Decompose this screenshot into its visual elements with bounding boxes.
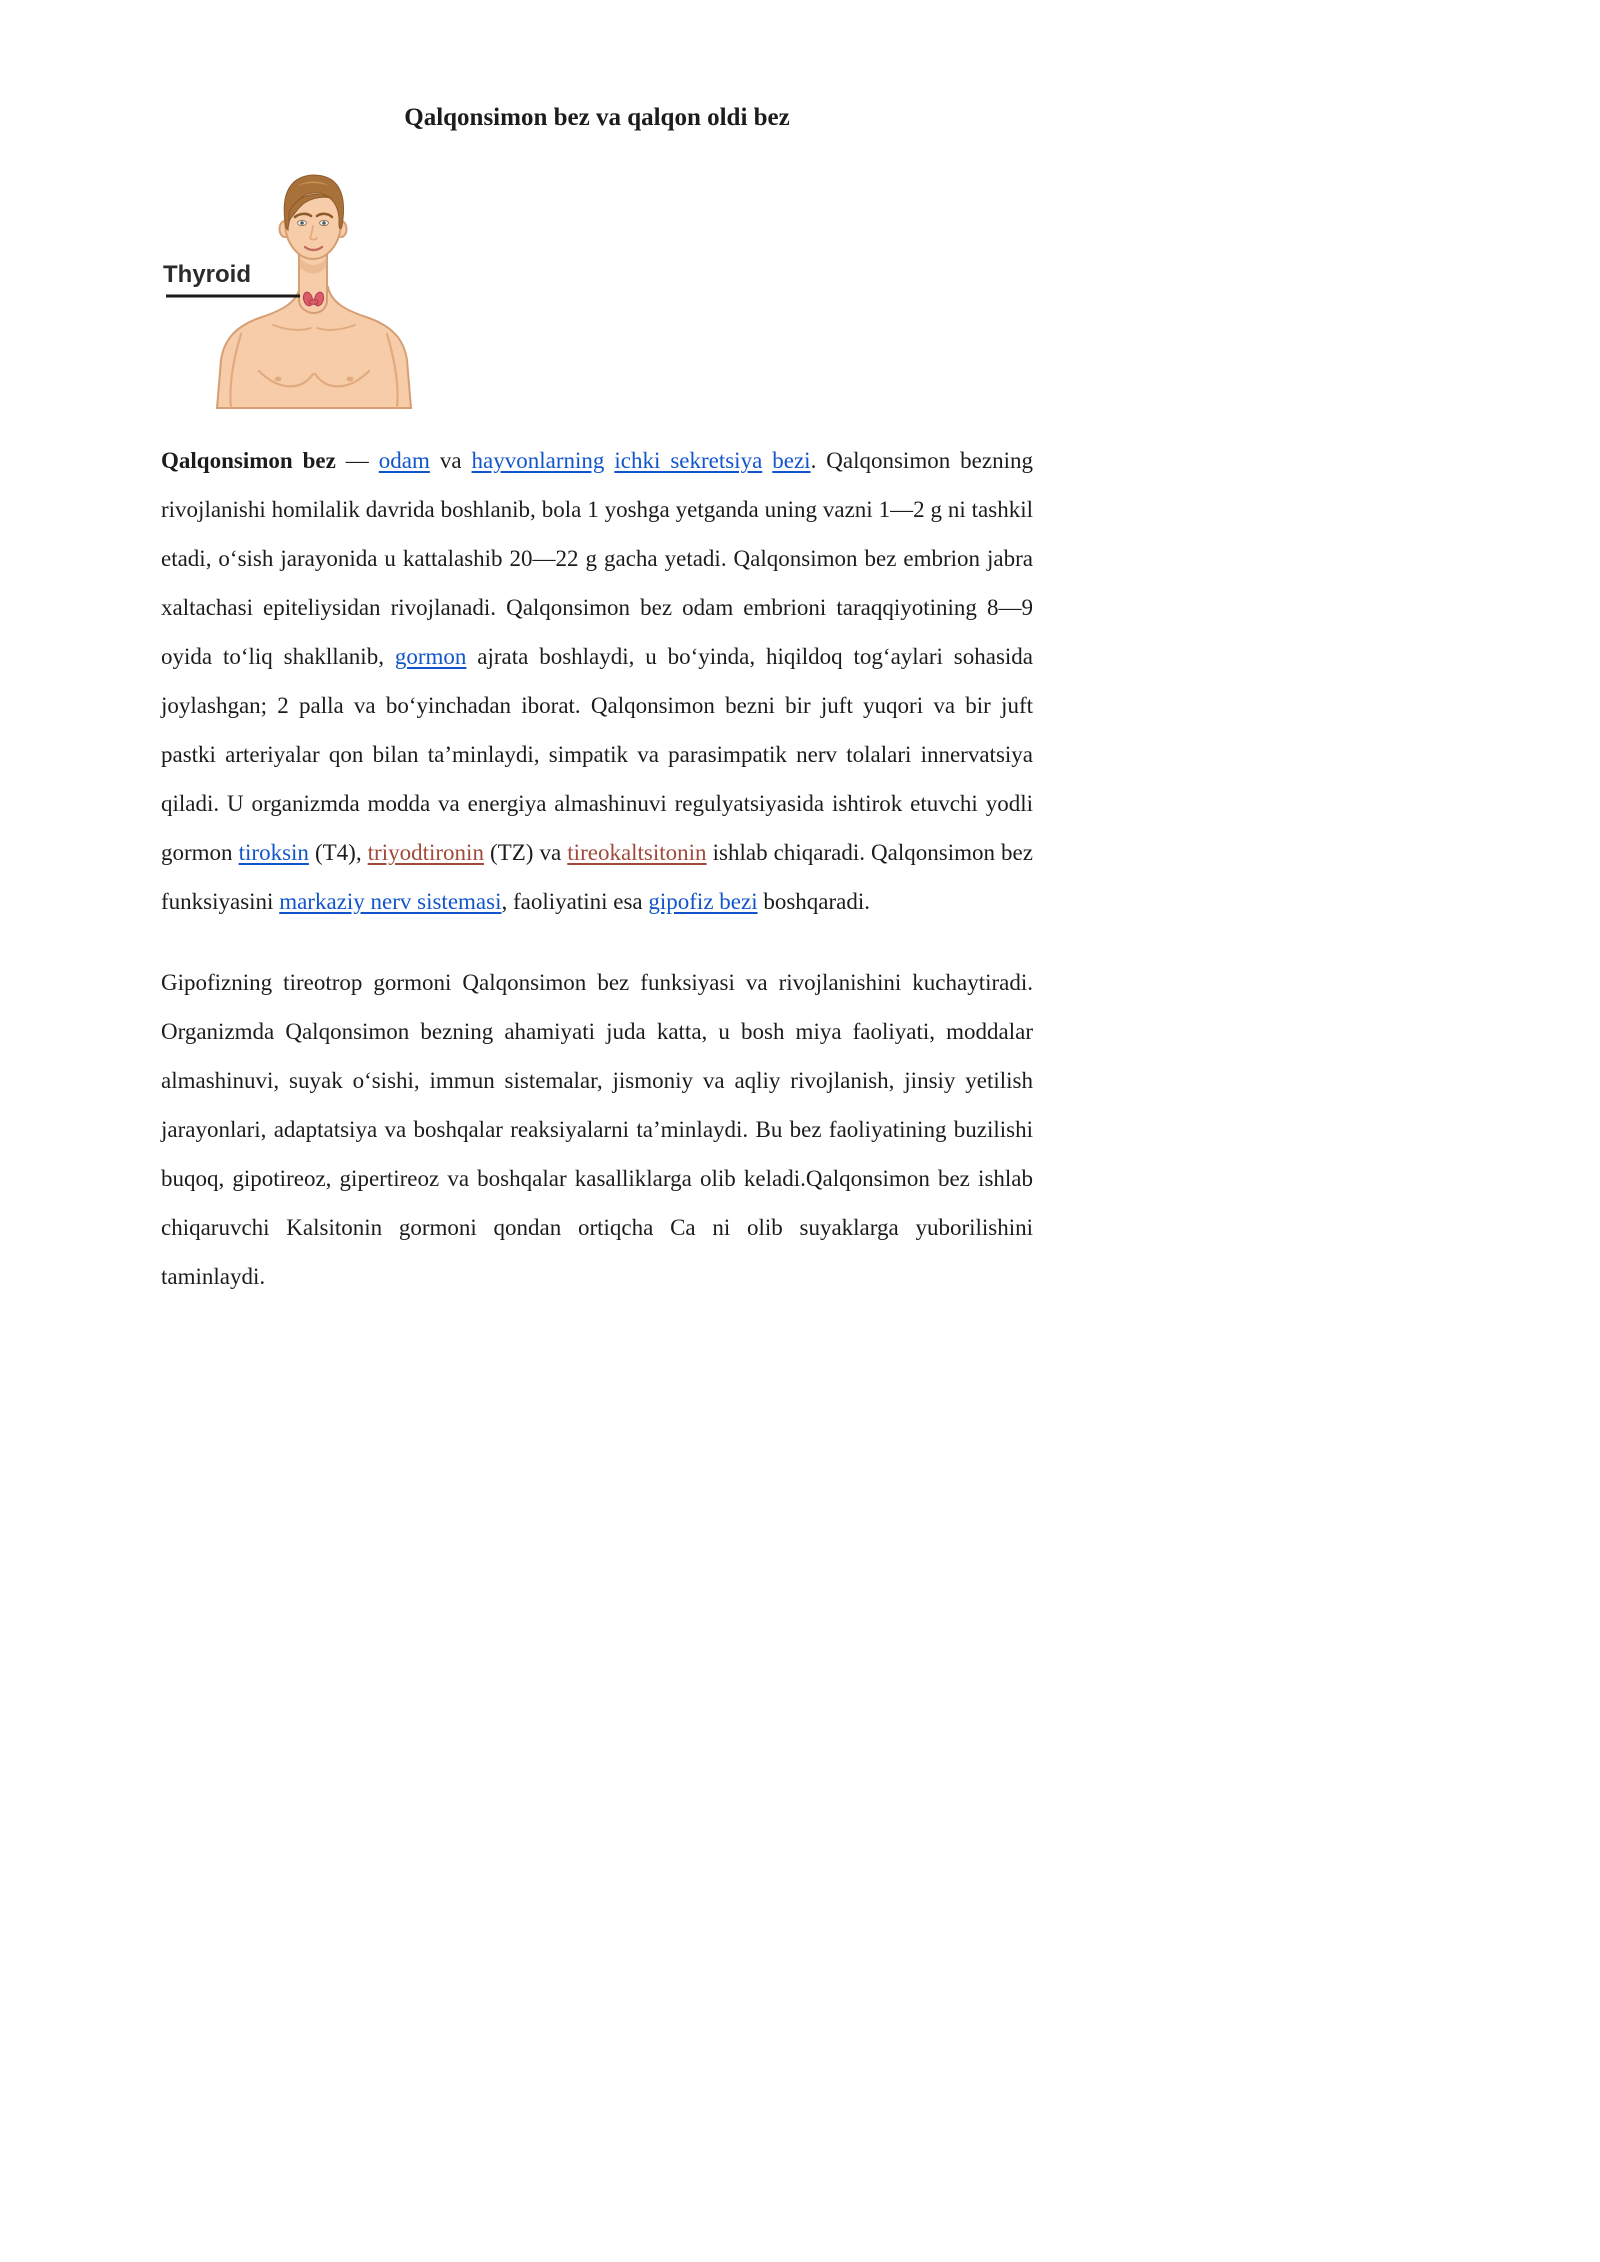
inline-link[interactable]: gormon <box>394 644 467 669</box>
inline-link[interactable]: gipofiz bezi <box>648 889 758 914</box>
chest-detail <box>347 377 354 382</box>
inline-link[interactable]: markaziy nerv sistemasi <box>279 889 502 914</box>
text-run: Gipofizning tireotrop gormoni Qalqonsimon bez funksiyasi va rivojlanishini kuchaytiradi. Organizmda Qalqonsimon bezning ahamiyati juda katta, u bosh miya faoliyati, moddalar almashinuvi, suyak oʻsishi, immun sistemalar, jismoniy va aqliy rivojlanish, jinsiy yetilish jarayonlari, adaptatsiya va boshqalar reaksiyalarni taʼminlaydi. Bu bez faoliyatining buzilishi buqoq, gipotireoz, gipertireoz va boshqalar kasalliklarga olib keladi.Qalqonsimon bez ishlab chiqaruvchi Kalsitonin gormoni qondan ortiqcha Ca ni olib suyaklarga yuborilishini taminlaydi. <box>161 970 1033 1289</box>
text-run: — <box>335 448 379 473</box>
text-run: boshqaradi. <box>757 889 871 914</box>
thyroid-figure <box>161 172 1033 410</box>
inline-link[interactable]: tireokaltsitonin <box>567 840 707 865</box>
thyroid-label: Thyroid <box>163 261 251 288</box>
text-run <box>604 448 614 473</box>
text-run: . Qalqonsimon bezning rivojlanishi homilalik davrida boshlanib, bola 1 yoshga yetganda uning vazni 1—2 g ni tashkil etadi, oʻsish jarayonida u kattalashib 20—22 g gacha yetadi. Qalqonsimon bez embrion jabra xaltachasi epiteliysidan rivojlanadi. Qalqonsimon bez odam embrioni taraqqiyotining 8—9 oyida toʻliq shakllanib, <box>161 448 1033 669</box>
text-run: , faoliyatini esa <box>501 889 649 914</box>
person-illustration <box>217 175 411 408</box>
face <box>280 175 347 259</box>
inline-link[interactable]: tiroksin <box>238 840 309 865</box>
bold-text-run: Qalqonsimon bez <box>161 448 336 473</box>
page-title: Qalqonsimon bez va qalqon oldi bez <box>404 104 790 131</box>
inline-link[interactable]: triyodtironin <box>367 840 484 865</box>
left-pupil <box>300 221 304 225</box>
text-run: (T4), <box>308 840 368 865</box>
text-run <box>762 448 772 473</box>
paragraph-thyroid-function <box>161 958 1033 1301</box>
text-run: ajrata boshlaydi, u boʻyinda, hiqildoq togʻaylari sohasida joylashgan; 2 palla va boʻyinchadan iborat. Qalqonsimon bezni bir juft yuqori va bir juft pastki arteriyalar qon bilan taʼminlaydi, simpatik va parasimpatik nerv tolalari innervatsiya qiladi. U organizmda modda va energiya almashinuvi regulyatsiyasida ishtirok etuvchi yodli gormon <box>161 644 1034 865</box>
inline-link[interactable]: hayvonlarning <box>471 448 605 473</box>
inline-link[interactable]: ichki sekretsiya <box>614 448 763 473</box>
text-run: ishlab chiqaradi. Qalqonsimon bez funksiyasini <box>161 840 1033 914</box>
text-run: (TZ) va <box>483 840 568 865</box>
paragraph-thyroid-description <box>161 436 1033 926</box>
document-content <box>161 100 1033 1301</box>
thyroid-illustration <box>161 172 451 410</box>
text-run: va <box>429 448 472 473</box>
right-pupil <box>322 221 326 225</box>
chest-detail <box>275 377 282 382</box>
inline-link[interactable]: bezi <box>772 448 811 473</box>
inline-link[interactable]: odam <box>378 448 430 473</box>
